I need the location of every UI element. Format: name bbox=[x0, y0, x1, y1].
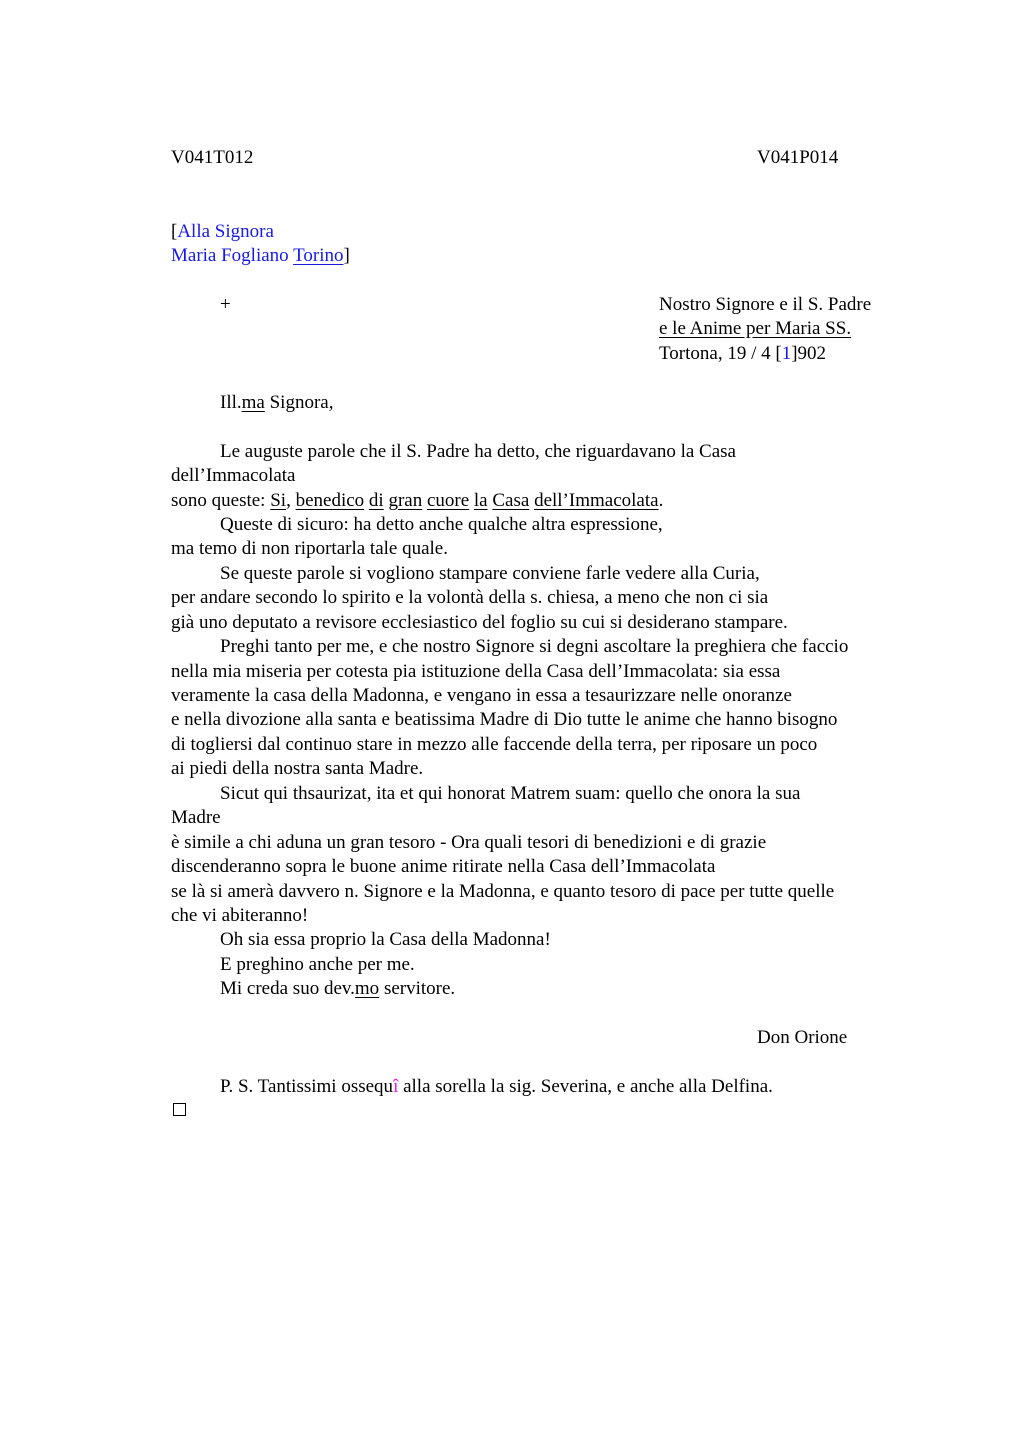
date-suffix: ]902 bbox=[791, 343, 827, 364]
body-line: Preghi tanto per me, e che nostro Signore si degni ascoltare la preghiera che faccio bbox=[220, 636, 849, 657]
salutation-suffix: Signora, bbox=[264, 392, 334, 413]
body-line: è simile a chi aduna un gran tesoro - Ora quali tesori di benedizioni e di grazie bbox=[171, 832, 767, 853]
body-line: veramente la casa della Madonna, e vengano in essa a tesaurizzare nelle onoranze bbox=[171, 685, 792, 706]
body-line: nella mia miseria per cotesta pia istituzione della Casa dell’Immacolata: sia essa bbox=[171, 661, 781, 682]
address-recipient-name: Maria Fogliano bbox=[171, 245, 294, 266]
body-line: se là si amerà davvero n. Signore e la Madonna, e quanto tesoro di pace per tutte quelle bbox=[171, 881, 835, 902]
postscript bbox=[220, 1075, 773, 1099]
body-line: Oh sia essa proprio la Casa della Madonna! bbox=[220, 929, 551, 950]
body-line: e nella divozione alla santa e beatissima Madre di Dio tutte le anime che hanno bisogno bbox=[171, 709, 838, 730]
salutation-abbr: ma bbox=[241, 392, 265, 413]
end-marker-square-icon bbox=[173, 1103, 186, 1116]
closing-prefix: Mi creda suo dev. bbox=[220, 978, 355, 999]
address-line-1 bbox=[171, 220, 274, 244]
quote-end: . bbox=[658, 490, 664, 511]
body-line: E preghino anche per me. bbox=[220, 954, 415, 975]
quote-word: gran bbox=[388, 490, 423, 511]
closing-abbr: mo bbox=[354, 978, 380, 999]
quote-word: la bbox=[473, 490, 488, 511]
quote-word: di bbox=[368, 490, 384, 511]
date-prefix: Tortona, 19 / 4 [ bbox=[659, 343, 782, 364]
quote-word: dell’Immacolata bbox=[534, 490, 659, 511]
salutation-prefix: Ill. bbox=[220, 392, 242, 413]
letter-date bbox=[659, 342, 826, 366]
closing-line bbox=[220, 977, 455, 1001]
body-line: di togliersi dal continuo stare in mezzo alle faccende della terra, per riposare un poco bbox=[171, 734, 818, 755]
quote-word: Si bbox=[270, 490, 287, 511]
bracket-open: [ bbox=[171, 221, 178, 242]
heading-line-1: Nostro Signore e il S. Padre bbox=[659, 294, 872, 315]
postscript-suffix: alla sorella la sig. Severina, e anche alla Delfina. bbox=[398, 1076, 773, 1097]
body-line: Queste di sicuro: ha detto anche qualche altra espressione, bbox=[220, 514, 663, 535]
body-line: Madre bbox=[171, 807, 221, 828]
body-line: Le auguste parole che il S. Padre ha detto, che riguardavano la Casa bbox=[220, 441, 736, 462]
date-digit: 1 bbox=[781, 343, 792, 364]
body-line: discenderanno sopra le buone anime ritirate nella Casa dell’Immacolata bbox=[171, 856, 716, 877]
quote-line: sono queste: Si, benedico di gran cuore la Casa dell’Immacolata. bbox=[171, 490, 664, 511]
salutation bbox=[220, 391, 333, 415]
quote-word: cuore bbox=[426, 490, 470, 511]
address-city-link[interactable]: Torino bbox=[293, 245, 344, 266]
address-line-2 bbox=[171, 244, 350, 268]
body-line: già uno deputato a revisore ecclesiastico del foglio su cui si desiderano stampare. bbox=[171, 612, 788, 633]
postscript-prefix: P. S. Tantissimi ossequ bbox=[220, 1076, 394, 1097]
body-line: che vi abiteranno! bbox=[171, 905, 309, 926]
quote-word: Casa bbox=[492, 490, 530, 511]
archive-code-right: V041P014 bbox=[757, 147, 839, 168]
cross-symbol: + bbox=[220, 294, 231, 315]
body-line: per andare secondo lo spirito e la volontà della s. chiesa, a meno che non ci sia bbox=[171, 587, 769, 608]
address-recipient-title: Alla Signora bbox=[177, 221, 274, 242]
closing-suffix: servitore. bbox=[379, 978, 456, 999]
body-line: dell’Immacolata bbox=[171, 465, 296, 486]
archive-code-left: V041T012 bbox=[171, 147, 254, 168]
signature: Don Orione bbox=[757, 1027, 848, 1048]
body-line: Sicut qui thsaurizat, ita et qui honorat Matrem suam: quello che onora la sua bbox=[220, 783, 801, 804]
body-line: ma temo di non riportarla tale quale. bbox=[171, 538, 448, 559]
quote-prefix: sono queste: bbox=[171, 490, 271, 511]
bracket-close: ] bbox=[343, 245, 350, 266]
heading-line-2: e le Anime per Maria SS. bbox=[659, 318, 852, 339]
postscript-accent: î bbox=[393, 1076, 399, 1097]
quote-word: benedico bbox=[295, 490, 365, 511]
body-line: ai piedi della nostra santa Madre. bbox=[171, 758, 424, 779]
body-line: Se queste parole si vogliono stampare conviene farle vedere alla Curia, bbox=[220, 563, 760, 584]
